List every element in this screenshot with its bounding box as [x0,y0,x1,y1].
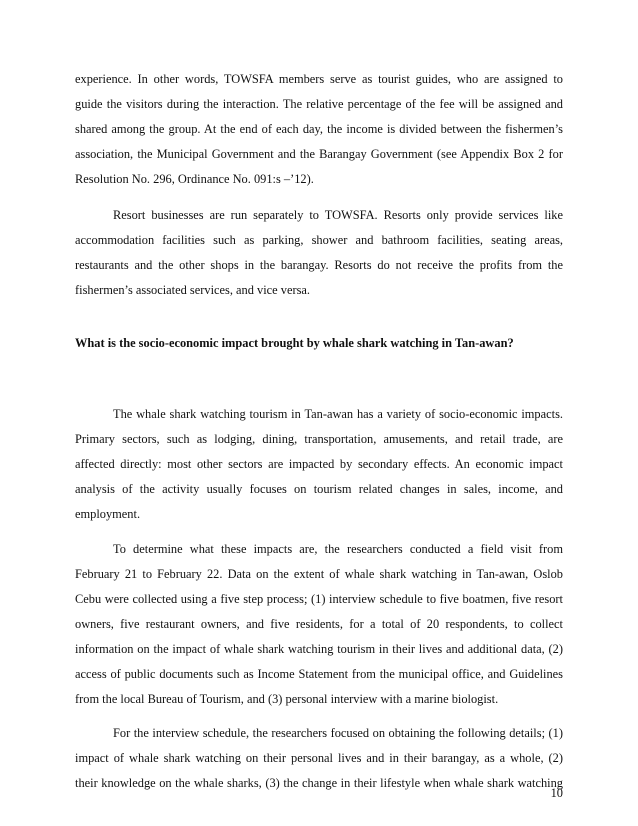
paragraph-2-line-2: accommodation facilities such as parking, shower and bathroom facilities, seating areas, [75,233,563,247]
paragraph-1-line-3: shared among the group. At the end of each day, the income is divided between the fishermen’s [75,122,563,136]
paragraph-3-line-3: affected directly: most other sectors are impacted by secondary effects. An economic impact [75,457,563,471]
paragraph-3-line-4: analysis of the activity usually focuses on tourism related changes in sales, income, and [75,482,563,496]
paragraph-5-line-2: impact of whale shark watching on their personal lives and in their barangay, as a whole, (2) [75,751,563,765]
paragraph-4-line-7: from the local Bureau of Tourism, and (3) personal interview with a marine biologist. [75,692,499,706]
paragraph-1-line-5: Resolution No. 296, Ordinance No. 091:s –’12). [75,172,314,186]
paragraph-2-line-3: restaurants and the other shops in the barangay. Resorts do not receive the profits from the [75,258,563,272]
paragraph-4-line-1: To determine what these impacts are, the researchers conducted a field visit from [113,542,563,556]
paragraph-4-line-5: information on the impact of whale shark watching tourism in their lives and additional data, (2) [75,642,563,656]
paragraph-4-line-2: February 21 to February 22. Data on the extent of whale shark watching in Tan-awan, Oslob [75,567,563,581]
paragraph-3-line-2: Primary sectors, such as lodging, dining, transportation, amusements, and retail trade, are [75,432,563,446]
paragraph-4-line-3: Cebu were collected using a five step process; (1) interview schedule to five boatmen, five resort [75,592,563,606]
paragraph-2-line-4: fishermen’s associated services, and vice versa. [75,283,310,297]
paragraph-4-line-4: owners, five restaurant owners, and five residents, for a total of 20 respondents, to collect [75,617,563,631]
paragraph-1-line-1: experience. In other words, TOWSFA members serve as tourist guides, who are assigned to [75,72,563,86]
paragraph-1-line-2: guide the visitors during the interaction. The relative percentage of the fee will be assigned and [75,97,563,111]
section-heading: What is the socio-economic impact brought by whale shark watching in Tan-awan? [75,336,514,350]
paragraph-3-line-5: employment. [75,507,141,521]
paragraph-5-line-3: their knowledge on the whale sharks, (3) the change in their lifestyle when whale shark watching [75,776,563,790]
page-number: 10 [550,786,563,800]
paragraph-3-line-1: The whale shark watching tourism in Tan-awan has a variety of socio-economic impacts. [113,407,563,421]
paragraph-4-line-6: access of public documents such as Income Statement from the municipal office, and Guidelines [75,667,563,681]
paragraph-2-line-1: Resort businesses are run separately to TOWSFA. Resorts only provide services like [113,208,563,222]
paragraph-1-line-4: association, the Municipal Government and the Barangay Government (see Appendix Box 2 for [75,147,563,161]
paragraph-5-line-1: For the interview schedule, the researchers focused on obtaining the following details; (1) [113,726,563,740]
